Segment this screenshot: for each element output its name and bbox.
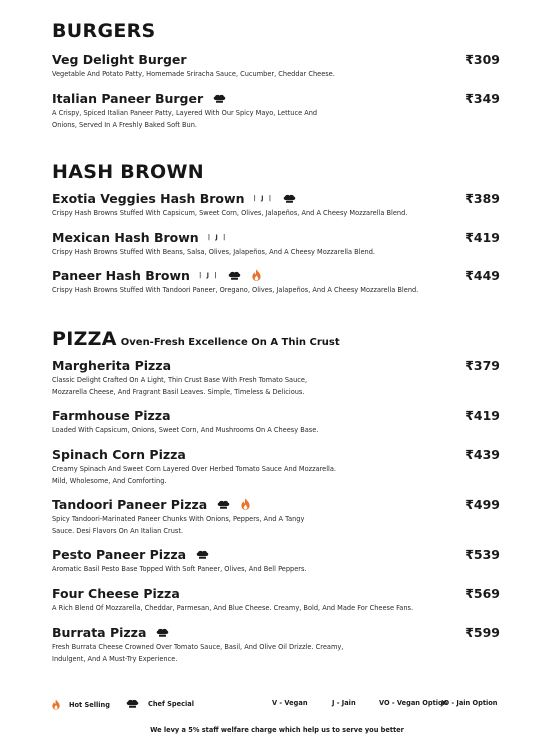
legend-vegan: V - Vegan xyxy=(272,699,308,707)
item-price: ₹539 xyxy=(465,546,500,562)
menu-item-pesto-paneer-pizza xyxy=(52,545,500,575)
menu-item-tandoori-paneer-pizza xyxy=(52,495,500,537)
item-name: Pesto Paneer Pizza xyxy=(52,546,187,562)
item-name: Four Cheese Pizza xyxy=(52,585,180,601)
item-description: Aromatic Basil Pesto Base Topped With Soft Paneer, Olives, And Bell Peppers. xyxy=(52,565,307,573)
item-price: ₹419 xyxy=(465,229,500,245)
item-price: ₹499 xyxy=(465,496,500,512)
item-description: Spicy Tandoori-Marinated Paneer Chunks With Onions, Peppers, And A Tangy Sauce. Desi Flavors On An Italian Crust. xyxy=(52,515,305,535)
item-name: Tandoori Paneer Pizza xyxy=(52,496,208,512)
item-price: ₹309 xyxy=(465,51,500,67)
item-description: A Rich Blend Of Mozzarella, Cheddar, Parmesan, And Blue Cheese. Creamy, Bold, And Made For Cheese Fans. xyxy=(52,604,414,612)
menu-item-italian-paneer-burger xyxy=(52,89,500,131)
fire-icon xyxy=(241,498,250,510)
item-name: Paneer Hash Brown xyxy=(52,267,190,283)
chef-hat-icon xyxy=(213,94,226,103)
fire-icon xyxy=(252,269,261,281)
item-price: ₹389 xyxy=(465,190,500,206)
jain-tag: | J | xyxy=(207,233,227,241)
chef-hat-icon xyxy=(156,628,169,637)
item-name: Spinach Corn Pizza xyxy=(52,446,186,462)
jain-tag: | J | xyxy=(198,271,219,279)
menu-item-margherita-pizza xyxy=(52,356,500,398)
menu-item-paneer-hash-brown xyxy=(52,266,500,296)
item-price: ₹569 xyxy=(465,585,500,601)
section-title-burgers: BURGERS xyxy=(52,20,156,42)
chef-hat-icon xyxy=(228,271,241,280)
item-price: ₹419 xyxy=(465,407,500,423)
fire-icon xyxy=(52,699,60,710)
item-name: Exotia Veggies Hash Brown xyxy=(52,190,245,206)
item-description: Crispy Hash Browns Stuffed With Tandoori Paneer, Oregano, Olives, Jalapeños, And A Cheesy Mozzarella Blend. xyxy=(52,286,419,294)
footer-note: We levy a 5% staff welfare charge which help us to serve you better xyxy=(150,726,404,734)
menu-item-mexican-hash-brown xyxy=(52,228,500,258)
item-description: Classic Delight Crafted On A Light, Thin Crust Base With Fresh Tomato Sauce, Mozzarella Cheese, And Fragrant Basil Leaves. Simple, Timeless & Delicious. xyxy=(52,376,308,396)
item-description: Fresh Burrata Cheese Crowned Over Tomato Sauce, Basil, And Olive Oil Drizzle. Creamy, Indulgent, And A Must-Try Experience. xyxy=(52,643,344,663)
item-description: Crispy Hash Browns Stuffed With Beans, Salsa, Olives, Jalapeños, And A Cheesy Mozzarella Blend. xyxy=(52,248,376,256)
item-description: Loaded With Capsicum, Onions, Sweet Corn, And Mushrooms On A Cheesy Base. xyxy=(52,426,319,434)
item-description: Vegetable And Potato Patty, Homemade Sriracha Sauce, Cucumber, Cheddar Cheese. xyxy=(52,70,335,78)
item-description: Crispy Hash Browns Stuffed With Capsicum, Sweet Corn, Olives, Jalapeños, And A Cheesy Mozzarella Blend. xyxy=(52,209,408,217)
legend-vegan-option: VO - Vegan Option xyxy=(379,699,448,707)
item-price: ₹349 xyxy=(465,90,500,106)
menu-item-exotia-veggies-hash-brown xyxy=(52,189,500,219)
jain-tag: | J | xyxy=(253,194,273,202)
legend-jain: J - Jain xyxy=(332,699,356,707)
legend xyxy=(52,699,507,713)
item-price: ₹379 xyxy=(465,357,500,373)
legend-hot-selling: Hot Selling xyxy=(52,699,110,710)
chef-hat-icon xyxy=(283,194,296,203)
item-name: Margherita Pizza xyxy=(52,357,172,373)
item-price: ₹449 xyxy=(465,267,500,283)
menu-item-spinach-corn-pizza xyxy=(52,445,500,487)
section-title-pizza: PIZZA Oven-Fresh Excellence On A Thin Crust xyxy=(52,328,340,350)
item-description: Creamy Spinach And Sweet Corn Layered Over Herbed Tomato Sauce And Mozzarella. Mild, Wholesome, And Comforting. xyxy=(52,465,337,485)
legend-chef-special: Chef Special xyxy=(126,699,194,708)
section-title-hash-brown: HASH BROWN xyxy=(52,161,204,183)
menu-item-four-cheese-pizza xyxy=(52,584,500,614)
chef-hat-icon xyxy=(196,550,209,559)
chef-hat-icon xyxy=(126,699,139,708)
item-name: Burrata Pizza xyxy=(52,624,147,640)
section-subtitle: Oven-Fresh Excellence On A Thin Crust xyxy=(120,337,340,348)
legend-jain-option: JO - Jain Option xyxy=(441,699,498,707)
menu-item-veg-delight-burger xyxy=(52,50,500,80)
menu-item-farmhouse-pizza xyxy=(52,406,500,436)
item-price: ₹439 xyxy=(465,446,500,462)
item-name: Farmhouse Pizza xyxy=(52,407,171,423)
item-price: ₹599 xyxy=(465,624,500,640)
item-name: Mexican Hash Brown xyxy=(52,229,199,245)
menu-item-burrata-pizza xyxy=(52,623,500,665)
item-name: Veg Delight Burger xyxy=(52,51,187,67)
item-description: A Crispy, Spiced Italian Paneer Patty, Layered With Our Spicy Mayo, Lettuce And Onions, Served In A Freshly Baked Soft Bun. xyxy=(52,109,318,129)
chef-hat-icon xyxy=(217,500,230,509)
item-name: Italian Paneer Burger xyxy=(52,90,204,106)
